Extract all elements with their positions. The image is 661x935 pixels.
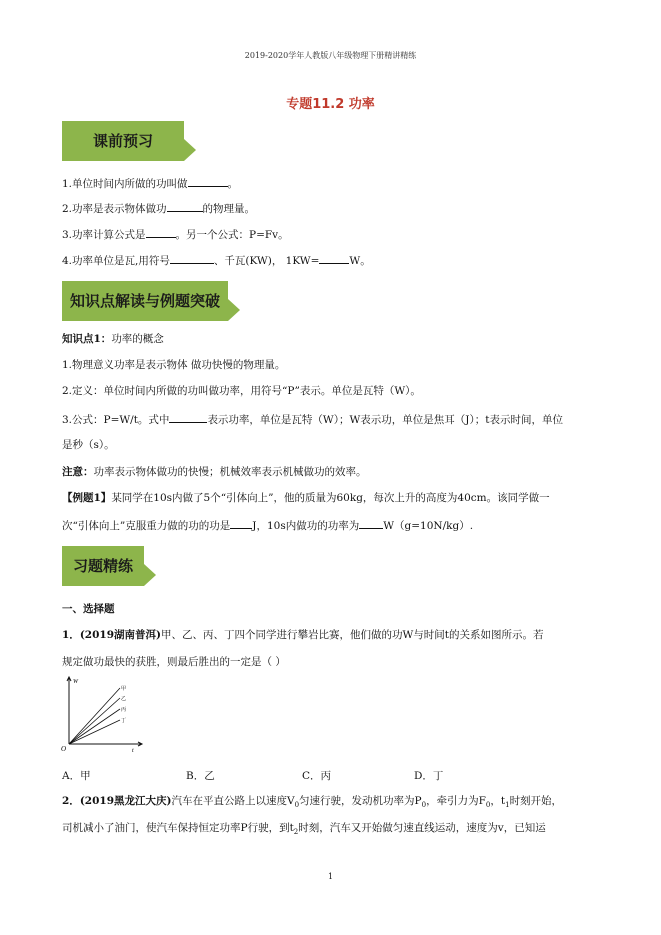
option-a[interactable]: A．甲 bbox=[62, 770, 91, 782]
fill-blank bbox=[167, 201, 203, 212]
line-jia bbox=[69, 688, 120, 744]
line-ding bbox=[69, 720, 120, 744]
fill-blank bbox=[170, 253, 214, 264]
kp-line-3: 3.公式：P=W/t。式中 表示功率，单位是瓦特（W）；W表示功，单位是焦耳（J）；t表示时间，单位 bbox=[62, 414, 563, 426]
question-1: 1．(2019湖南普洱)甲、乙、丙、丁四个同学进行攀岩比赛，他们做的功W与时间t的关系如图所示。若 bbox=[62, 629, 544, 641]
line-yi bbox=[69, 698, 120, 744]
section-title-preview: 课前预习 bbox=[92, 132, 153, 150]
fill-blank bbox=[169, 412, 207, 423]
option-d[interactable]: D．丁 bbox=[414, 770, 444, 782]
knowledge-point-heading: 知识点1：功率的概念 bbox=[62, 333, 164, 345]
page-header: 2019-2020学年人教版八年级物理下册精讲精练 bbox=[244, 51, 417, 60]
section-banner-knowledge bbox=[62, 281, 228, 321]
banner-arrow bbox=[184, 139, 196, 161]
preview-item-1: 1.单位时间内所做的功叫做 。 bbox=[62, 178, 239, 190]
preview-item-3: 3.功率计算公式是 。另一个公式：P=Fv。 bbox=[62, 229, 289, 241]
fill-blank bbox=[188, 176, 228, 187]
fill-blank bbox=[230, 518, 252, 529]
section-banner-preview bbox=[62, 121, 184, 161]
banner-arrow bbox=[144, 564, 156, 586]
line-bing bbox=[69, 709, 120, 744]
kp-line-1: 1.物理意义功率是表示物体 做功快慢的物理量。 bbox=[62, 359, 286, 371]
line-label: 乙 bbox=[121, 696, 127, 702]
line-label: 丙 bbox=[121, 707, 127, 713]
preview-item-2: 2.功率是表示物体做功 的物理量。 bbox=[62, 203, 256, 215]
example-1-cont: 次“引体向上”克服重力做的功的功是 J，10s内做功的功率为 W（g=10N/kg）. bbox=[62, 520, 474, 532]
page-number: 1 bbox=[327, 872, 334, 881]
option-b[interactable]: B．乙 bbox=[186, 770, 215, 782]
fill-blank bbox=[146, 227, 176, 238]
kp-line-3-cont: 是秒（s）。 bbox=[62, 439, 115, 451]
x-axis-label: t bbox=[132, 748, 134, 754]
question-2: 2．(2019黑龙江大庆)汽车在平直公路上以速度$V_0$匀速行驶，发动机功率为$P_0$，牵引力为$F_0$，$t_1$时刻开始， bbox=[62, 795, 563, 810]
question-2-cont: 司机减小了油门，使汽车保持恒定功率P行驶，到$t_2$时刻，汽车又开始做匀速直线运动，速度为v，已知运 bbox=[62, 822, 546, 837]
example-1: 【例题1】某同学在10s内做了5个“引体向上”，他的质量为60kg，每次上升的高度为40cm。该同学做一 bbox=[62, 492, 550, 504]
topic-title: 专题11.2 功率 bbox=[286, 97, 375, 112]
fill-blank bbox=[319, 253, 349, 264]
work-time-graph bbox=[60, 674, 150, 754]
kp-line-2: 2.定义：单位时间内所做的功叫做功率，用符号“P”表示。单位是瓦特（W）。 bbox=[62, 385, 421, 397]
section-title-practice: 习题精练 bbox=[72, 557, 133, 575]
y-axis-label: W bbox=[73, 679, 78, 685]
banner-arrow bbox=[228, 299, 240, 321]
kp-note: 注意：功率表示物体做功的快慢；机械效率表示机械做功的效率。 bbox=[62, 466, 367, 478]
option-c[interactable]: C．丙 bbox=[302, 770, 332, 782]
origin-label: O bbox=[61, 745, 67, 753]
section-banner-practice bbox=[62, 546, 144, 586]
line-label: 丁 bbox=[121, 718, 127, 724]
subsection-choice: 一、选择题 bbox=[62, 603, 115, 615]
line-label: 甲 bbox=[121, 686, 127, 692]
fill-blank bbox=[359, 518, 383, 529]
preview-item-4: 4.功率单位是瓦,用符号 、千瓦(KW)， 1KW= W。 bbox=[62, 255, 371, 267]
section-title-knowledge: 知识点解读与例题突破 bbox=[69, 292, 220, 310]
question-1-cont: 规定做功最快的获胜，则最后胜出的一定是（ ） bbox=[62, 656, 286, 668]
